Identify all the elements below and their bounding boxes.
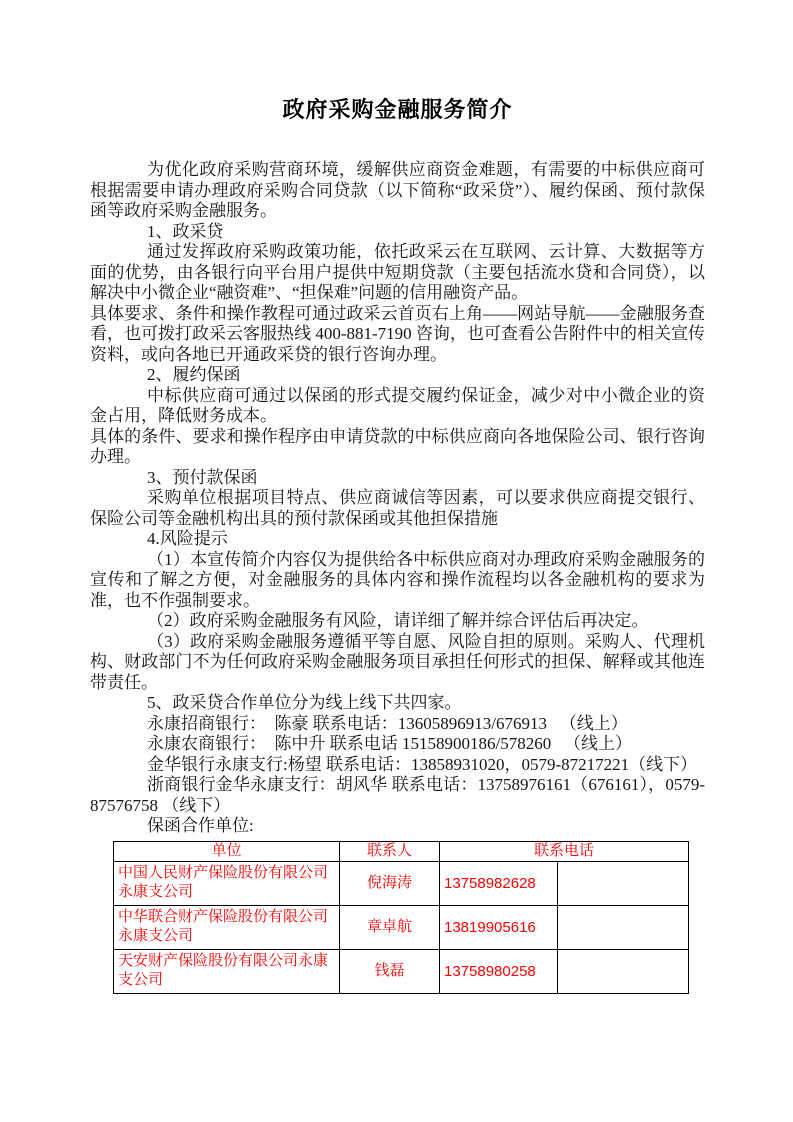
unit-cell: 天安财产保险股份有限公司永康支公司 bbox=[114, 949, 340, 993]
contact-cell: 倪海涛 bbox=[340, 861, 440, 905]
phone-cell: 13819905616 bbox=[440, 905, 558, 949]
guarantee-partners-table bbox=[113, 841, 689, 994]
section-2-note: 具体的条件、要求和操作程序由申请贷款的中标供应商向各地保险公司、银行咨询办理。 bbox=[90, 426, 705, 466]
table-header-row bbox=[114, 841, 689, 861]
section-4-heading: 4.风险提示 bbox=[147, 529, 228, 548]
partner-line-yongkang-merchants-bank: 永康招商银行： 陈豪 联系电话：13605896913/676913 （线上） bbox=[147, 713, 628, 733]
document-title: 政府采购金融服务简介 bbox=[282, 97, 513, 122]
section-1-heading: 1、政采贷 bbox=[147, 221, 224, 241]
col-header-contact: 联系人 bbox=[340, 841, 440, 861]
phone2-cell bbox=[558, 949, 689, 993]
risk-item-3: （3）政府采购金融服务遵循平等自愿、风险自担的原则。采购人、代理机构、财政部门不为任何政府采购金融服务项目承担任何形式的担保、解释或其他连带责任。 bbox=[90, 631, 705, 692]
phone-cell: 13758980258 bbox=[440, 949, 558, 993]
unit-cell: 中华联合财产保险股份有限公司永康支公司 bbox=[114, 905, 340, 949]
risk-item-2: （2）政府采购金融服务有风险，请详细了解并综合评估后再决定。 bbox=[147, 611, 649, 630]
section-3-heading: 3、预付款保函 bbox=[147, 467, 258, 487]
section-1-note: 具体要求、条件和操作教程可通过政采云首页右上角——网站导航——金融服务查看，也可拨打政采云客服热线 400-881-7190 咨询，也可查看公告附件中的相关宣传资料，或向各地已开通政采贷的银行咨询办理。 bbox=[90, 303, 705, 364]
table-row bbox=[114, 861, 689, 905]
unit-cell: 中国人民财产保险股份有限公司永康支公司 bbox=[114, 861, 340, 905]
phone2-cell bbox=[558, 905, 689, 949]
partner-line-yongkang-rural-bank: 永康农商银行： 陈中升 联系电话 15158900186/578260 （线上） bbox=[147, 734, 632, 753]
phone-cell: 13758982628 bbox=[440, 861, 558, 905]
section-1-body: 通过发挥政府采购政策功能，依托政采云在互联网、云计算、大数据等方面的优势，由各银行向平台用户提供中短期贷款（主要包括流水贷和合同贷），以解决中小微企业“融资难”、“担保难”问题的信用融资产品。 bbox=[90, 242, 705, 302]
col-header-unit: 单位 bbox=[114, 841, 340, 861]
guarantee-partners-label: 保函合作单位: bbox=[147, 816, 254, 835]
phone2-cell bbox=[558, 861, 689, 905]
section-2-heading: 2、履约保函 bbox=[147, 365, 241, 384]
document-body bbox=[90, 160, 705, 837]
col-header-phone: 联系电话 bbox=[440, 841, 689, 861]
intro-paragraph: 为优化政府采购营商环境，缓解供应商资金难题，有需要的中标供应商可根据需要申请办理政府采购合同贷款（以下简称“政采贷”）、履约保函、预付款保函等政府采购金融服务。 bbox=[90, 160, 705, 220]
risk-item-1: （1）本宣传简介内容仅为提供给各中标供应商对办理政府采购金融服务的宣传和了解之方便，对金融服务的具体内容和操作流程均以各金融机构的要求为准，也不作强制要求。 bbox=[90, 549, 705, 610]
section-2-body: 中标供应商可通过以保函的形式提交履约保证金，减少对中小微企业的资金占用，降低财务成本。 bbox=[90, 385, 705, 425]
table-row bbox=[114, 905, 689, 949]
table-row bbox=[114, 949, 689, 993]
partner-line-zheshang-bank: 浙商银行金华永康支行：胡风华 联系电话：13758976161（676161），0579-87576758 （线下） bbox=[90, 775, 705, 815]
partner-line-jinhua-bank: 金华银行永康支行:杨望 联系电话：13858931020，0579-87217221（线下） bbox=[147, 754, 698, 774]
contact-cell: 章卓航 bbox=[340, 905, 440, 949]
contact-cell: 钱磊 bbox=[340, 949, 440, 993]
section-5-heading: 5、政采贷合作单位分为线上线下共四家。 bbox=[147, 693, 462, 712]
section-3-body: 采购单位根据项目特点、供应商诚信等因素，可以要求供应商提交银行、保险公司等金融机构出具的预付款保函或其他担保措施 bbox=[90, 488, 705, 528]
